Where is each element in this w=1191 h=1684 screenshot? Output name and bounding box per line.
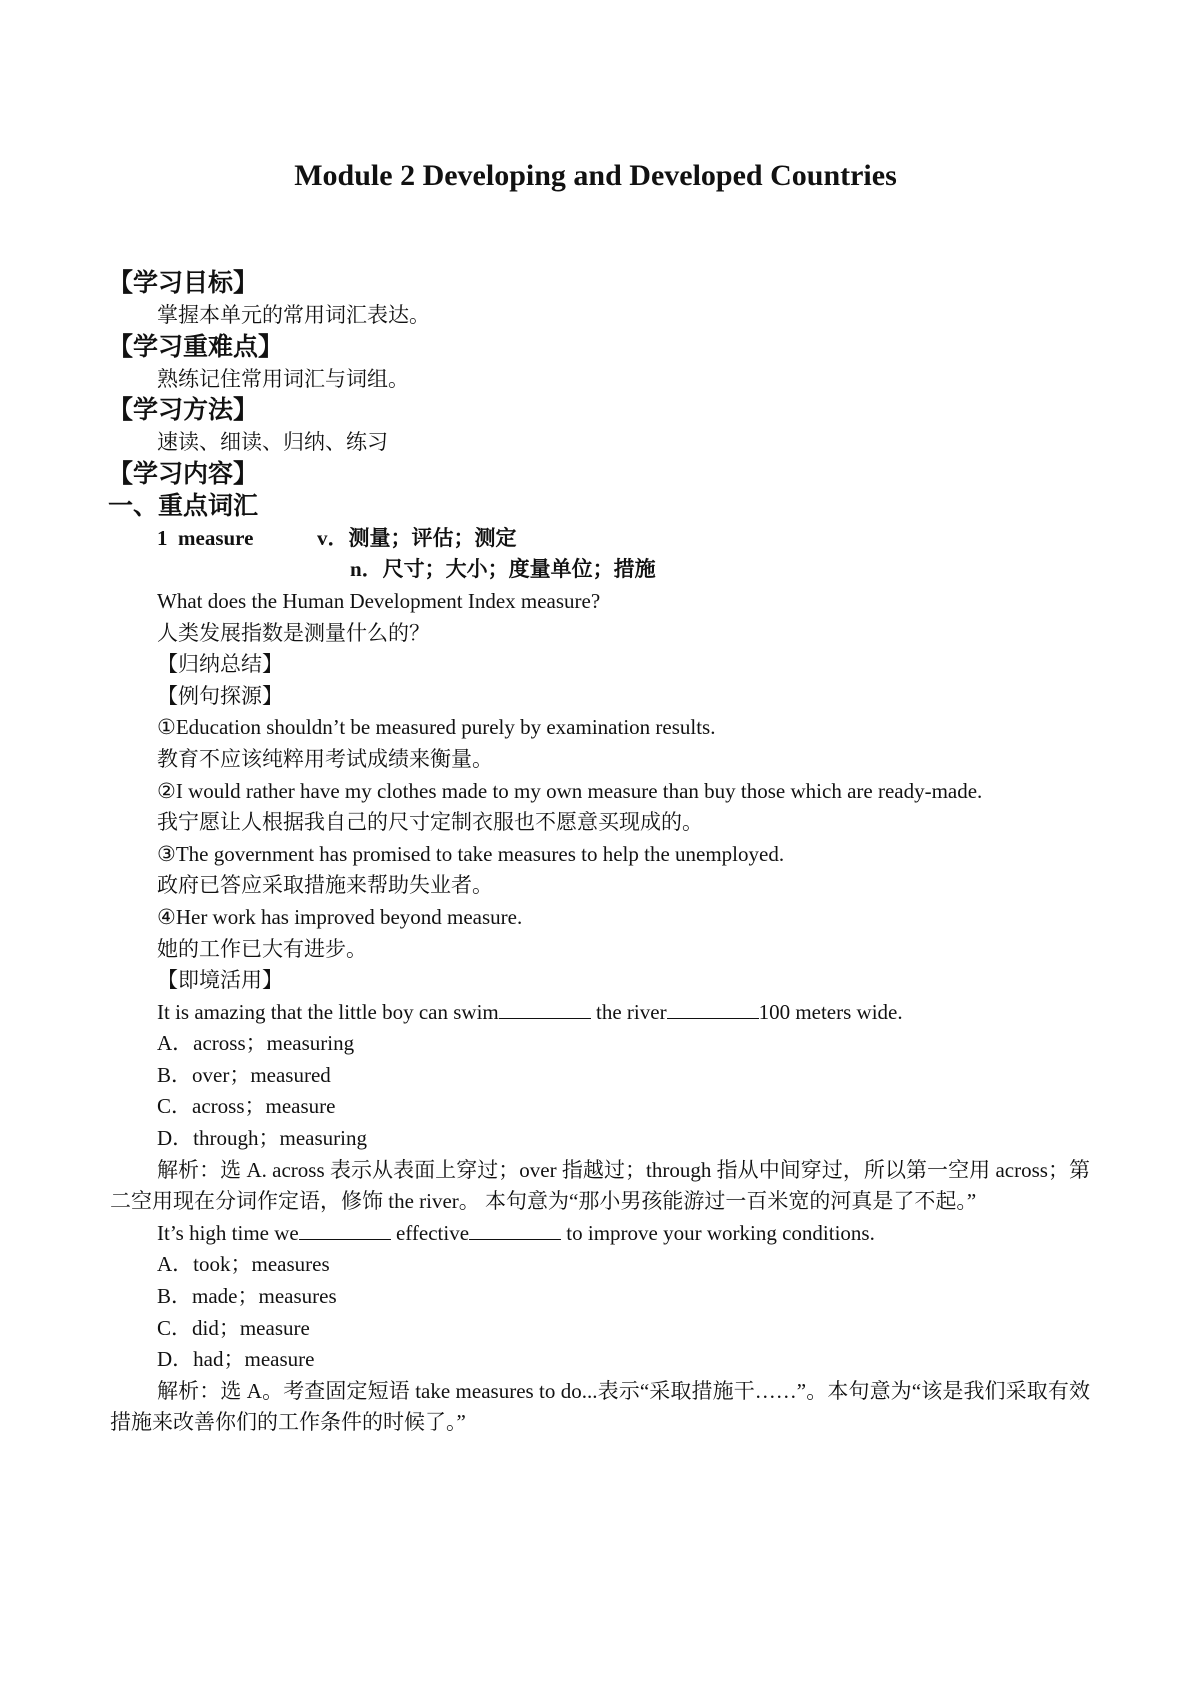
word-entry-header [110, 523, 1090, 555]
question-2-text-a: It’s high time we [157, 1220, 299, 1245]
q2-analysis: 解析：选 A。考查固定短语 take measures to do...表示“采取措施干……”。本句意为“该是我们采取有效措施来改善你们的工作条件的时候了。” [110, 1378, 1090, 1435]
answer-blank [299, 1221, 391, 1240]
q1-option-d: D．through；measuring [157, 1126, 367, 1151]
goals-text: 掌握本单元的常用词汇表达。 [157, 303, 430, 327]
sentence-2-en: ②I would rather have my clothes made to my own measure than buy those which are ready-made. [157, 778, 983, 803]
answer-blank [469, 1221, 561, 1240]
q1-option-c: C．across；measure [157, 1094, 336, 1119]
q2-option-a: A．took；measures [157, 1252, 330, 1277]
part1-heading: 一、重点词汇 [108, 492, 259, 520]
question-1 [110, 997, 1090, 1029]
sentence-2-zh: 我宁愿让人根据我自己的尺寸定制衣服也不愿意买现成的。 [157, 810, 703, 835]
q1-analysis: 解析：选 A. across 表示从表面上穿过；over 指越过；through 指从中间穿过，所以第一空用 across；第二空用现在分词作定语，修饰 the river。 本句意为“那小男孩能游过一百米宽的河真是了不起。” [110, 1157, 1090, 1214]
answer-blank [499, 1000, 591, 1019]
example-en: What does the Human Development Index measure? [157, 588, 601, 613]
document-body [110, 268, 1090, 1439]
example-zh: 人类发展指数是测量什么的？ [157, 620, 430, 645]
sentence-4-en: ④Her work has improved beyond measure. [157, 904, 523, 929]
noun-definition: n．尺寸；大小；度量单位；措施 [350, 557, 656, 582]
word-number: 1 measure [157, 525, 254, 550]
keypoints-text: 熟练记住常用词汇与词组。 [157, 366, 409, 391]
q2-option-d: D．had；measure [157, 1347, 315, 1372]
question-2-text-b: effective [390, 1220, 470, 1245]
practice-label: 【即境活用】 [157, 968, 283, 993]
sentence-1-zh: 教育不应该纯粹用考试成绩来衡量。 [157, 746, 493, 771]
question-1-text-a: It is amazing that the little boy can swim [157, 999, 499, 1024]
sentence-1-en: ①Education shouldn’t be measured purely by examination results. [157, 715, 716, 740]
q2-option-b: B．made；measures [157, 1284, 337, 1309]
q2-option-c: C．did；measure [157, 1315, 310, 1340]
q1-option-a: A．across；measuring [157, 1031, 355, 1056]
goals-heading: 【学习目标】 [108, 270, 259, 297]
sentence-4-zh: 她的工作已大有进步。 [157, 936, 367, 961]
source-label: 【例句探源】 [157, 683, 283, 708]
summary-label: 【归纳总结】 [157, 652, 283, 677]
question-1-text-b: the river [590, 999, 667, 1024]
sentence-3-en: ③The government has promised to take measures to help the unemployed. [157, 841, 785, 866]
sentence-3-zh: 政府已答应采取措施来帮助失业者。 [157, 873, 493, 898]
methods-text: 速读、细读、归纳、练习 [157, 430, 388, 455]
q1-option-b: B．over；measured [157, 1062, 331, 1087]
page-title: Module 2 Developing and Developed Countries [294, 159, 897, 192]
verb-definition: v．测量；评估；测定 [317, 525, 517, 550]
methods-heading: 【学习方法】 [108, 397, 259, 425]
question-2-text-c: to improve your working conditions. [561, 1220, 875, 1245]
answer-blank [667, 1000, 759, 1019]
question-2 [110, 1218, 1090, 1250]
keypoints-heading: 【学习重难点】 [108, 333, 284, 361]
contents-heading: 【学习内容】 [108, 460, 259, 488]
question-1-text-c: 100 meters wide. [758, 999, 903, 1024]
